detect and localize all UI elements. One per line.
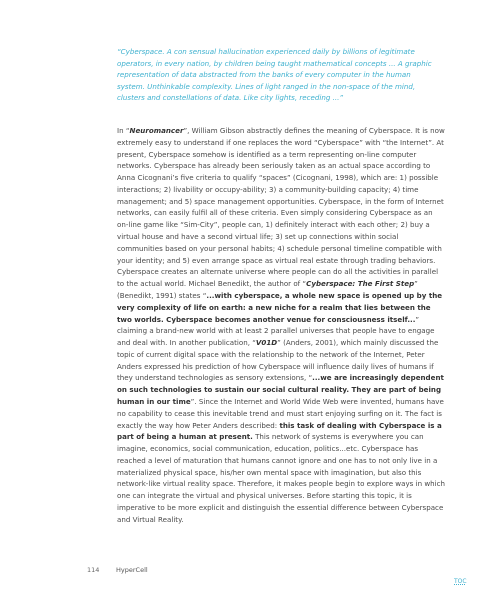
body-text-segment: ” (Anders, 2001), which mainly discussed the topic of current digital space with the relationship to the network of the Internet, Peter Anders expressed his prediction of how Cyberspace will influence daily lives of humans if they understand technologies as sensory extensions, “ [117,338,439,383]
body-text-segment: ”, William Gibson abstractly defines the meaning of Cyberspace. It is now extremely easy to understand if one replaces the word “Cyberspace” with “the Internet”. At present, Cyberspace somehow is identified as a term representing on-line computer networks. Cyberspace has already been seriously taken as an actual space according to Anna Cicognani’s five criteria to qualify “spaces” (Cicognani, 1998), which are: 1) possible interactions; 2) livability or occupy-ability; 3) a community-building capacity; 4) time management; and 5) space management opportunities. Cyberspace, in the form of Internet networks, can easily fulfil all of these criteria. Even simply considering Cyberspace as an on-line game like “Sim-City”, people can, 1) definitely interact with each other; 2) buy a virtual house and have a second virtual life; 3) set up connections within social communities based on your personal habits; 4) schedule personal timeline compatible with your identity; and 5) even arrange space as virtual real estate through trading behaviors. Cyberspace creates an alternate universe where people can do all the activities in parallel to the actual world. Michael Benedikt, the author of “ [117,126,445,289]
book-title-first-step: Cyberspace: The First Step [306,279,415,289]
book-title-v01d: V01D [255,338,278,348]
toc-link[interactable]: TOC [454,578,467,585]
emphasis-statement: this task of dealing with Cyberspace is a part of being a human at present. [117,420,442,442]
body-text-segment: ” claiming a brand-new world with at least 2 parallel universes that people have to engage and deal with. In another publication, “ [117,314,435,348]
emphasis-anders-quote: ...we are increasingly dependent on such technologies to sustain our social cultural reality. They are part of being human in our time [117,373,444,406]
running-footer-title: HyperCell [116,566,148,574]
page-number: 114 [87,566,100,574]
body-text-segment: ” (Benedikt, 1991) states “ [117,279,418,300]
book-title-neuromancer: Neuromancer [129,126,184,135]
body-text-segment: ”. Since the Internet and World Wide Web were invented, humans have no capability to cease this inevitable trend and must start enjoying surfing on it. The fact is exactly the way how Peter Anders described: [117,396,444,430]
epigraph-quote: “Cyberspace. A con sensual hallucination experienced daily by billions of legitimate operators, in every nation, by children being taught mathematical concepts ... A graphic representation of data abstracted from the banks of every computer in the human system. Unthinkable complexity. Lines of light ranged in the non-space of the mind, clusters and constellations of data. Like city lights, receding ...” [117,47,432,103]
body-text-segment: In “ [117,126,130,135]
emphasis-benedikt-quote: ...with cyberspace, a whole new space is opened up by the very complexity of life on earth: a new niche for a realm that lies between the two worlds. Cyberspace becomes another venue for consciousness itself... [117,290,443,324]
body-paragraph [117,125,445,526]
body-text-segment: This network of systems is everywhere you can imagine, economics, social communication, education, politics...etc. Cyberspace has reached a level of maturation that humans cannot ignore and one has to not only live in a materialized physical space, his/her own mental space with imagination, but also this network-like virtual reality space. Therefore, it makes people begin to explore ways in which one can integrate the virtual and physical universes. Before starting this topic, it is imperative to be more explicit and distinguish the essential difference between Cyberspace and Virtual Reality. [117,432,445,524]
